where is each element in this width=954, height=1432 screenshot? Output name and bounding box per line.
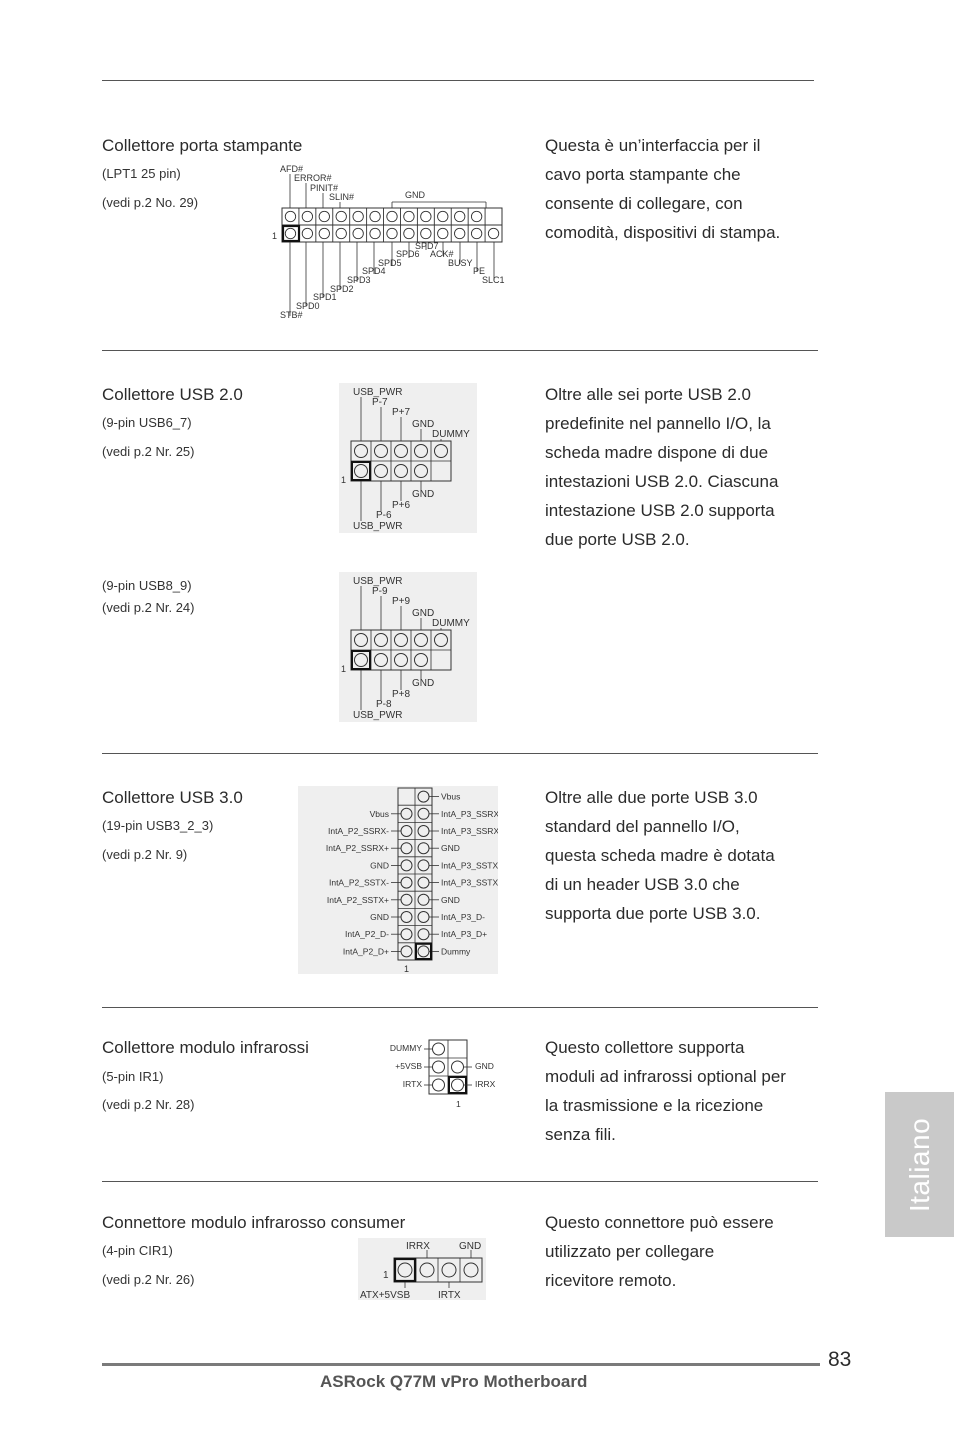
usb2-label-dummy: DUMMY xyxy=(432,429,470,440)
lpt-pin xyxy=(404,211,414,221)
usb2-label-pplus: P+7 xyxy=(392,407,411,418)
lpt-pin1-label: 1 xyxy=(272,231,278,241)
usb3-pin xyxy=(401,808,412,819)
section-divider xyxy=(102,1007,818,1008)
usb2b-label-pminus-b: P-8 xyxy=(376,699,392,710)
pin-label-spd7: SPD7 xyxy=(415,241,439,251)
usb3-pin1: 1 xyxy=(404,964,410,974)
desc-line: questa scheda madre è dotata xyxy=(545,846,775,865)
desc-line: standard del pannello I/O, xyxy=(545,817,740,836)
usb3-left-label: IntA_P2_SSTX- xyxy=(328,877,389,888)
pin-label-spd6: SPD6 xyxy=(396,249,420,259)
desc-line: Questo collettore supporta xyxy=(545,1038,745,1057)
desc-line: comodità, dispositivi di stampa. xyxy=(545,223,781,242)
lpt-pin xyxy=(438,228,448,238)
lpt-pin xyxy=(302,228,312,238)
cir-title: Connettore modulo infrarosso consumer xyxy=(102,1213,406,1232)
usb2-pin xyxy=(395,445,408,458)
desc-line: cavo porta stampante che xyxy=(545,165,741,184)
language-side-tab xyxy=(885,1092,954,1237)
pin-label-spd2: SPD2 xyxy=(330,284,354,294)
pin-label-slc1: SLC1 xyxy=(482,275,505,285)
ir-label-dummy: DUMMY xyxy=(389,1043,422,1053)
usb3-pin xyxy=(418,929,429,940)
section-divider xyxy=(102,1181,818,1182)
pin-label-pe: PE xyxy=(473,266,486,276)
cir-label-irtx: IRTX xyxy=(438,1290,461,1300)
ir-label-irrx: IRRX xyxy=(475,1079,496,1089)
lpt-pin xyxy=(370,228,380,238)
usb2-pin xyxy=(395,465,408,478)
usb3-pin xyxy=(418,843,429,854)
lpt-pin xyxy=(471,228,481,238)
usb2-label-pminus-b: P-6 xyxy=(376,510,392,521)
pin-label-error: ERROR# xyxy=(294,173,332,183)
usb2-header-diagram-2 xyxy=(339,572,477,722)
pin-label-spd4: SPD4 xyxy=(362,266,386,276)
usb3-pin xyxy=(418,826,429,837)
usb2-pin1: 1 xyxy=(341,475,347,485)
lpt-header-diagram xyxy=(268,160,518,322)
pin-label-afd: AFD# xyxy=(280,164,304,174)
usb3-left-label: Vbus xyxy=(369,808,389,819)
pin-label-spd3: SPD3 xyxy=(347,275,371,285)
usb2b-pin-count: (9-pin USB8_9) xyxy=(102,578,192,593)
ir-label-gnd: GND xyxy=(475,1061,494,1071)
top-rule xyxy=(102,80,814,81)
usb3-left-label: IntA_P2_SSTX+ xyxy=(326,894,389,905)
lpt-pin xyxy=(336,211,346,221)
usb3-right-label: Dummy xyxy=(441,946,471,957)
usb2b-page-ref: (vedi p.2 Nr. 24) xyxy=(102,600,195,615)
usb3-pin xyxy=(401,946,412,957)
page-number: 83 xyxy=(828,1348,852,1371)
ir-description xyxy=(545,1033,786,1149)
cir-pin1: 1 xyxy=(383,1270,389,1281)
desc-line: la trasmissione e la ricezione xyxy=(545,1096,764,1115)
desc-line: intestazioni USB 2.0. Ciascuna xyxy=(545,472,779,491)
desc-line: predefinite nel pannello I/O, la xyxy=(545,414,771,433)
lpt-page-ref: (vedi p.2 No. 29) xyxy=(102,195,199,210)
usb3-pin xyxy=(401,912,412,923)
usb3-left-label: GND xyxy=(370,912,389,922)
lpt-pin xyxy=(302,211,312,221)
usb2-pin xyxy=(355,634,368,647)
pin-label-gnd: GND xyxy=(405,190,425,200)
desc-line: Oltre alle sei porte USB 2.0 xyxy=(545,385,751,404)
usb2-label-pwr-bottom: USB_PWR xyxy=(353,521,403,532)
usb2b-label-pwr-top: USB_PWR xyxy=(353,576,403,587)
usb2-pin xyxy=(355,465,368,478)
lpt-pin xyxy=(488,228,498,238)
usb3-pin xyxy=(401,929,412,940)
usb3-pin xyxy=(418,791,429,802)
usb2b-label-pplus-b: P+8 xyxy=(392,689,411,700)
ir-page-ref: (vedi p.2 Nr. 28) xyxy=(102,1097,195,1112)
cir-pin-count: (4-pin CIR1) xyxy=(102,1243,173,1258)
desc-line: ricevitore remoto. xyxy=(545,1271,677,1290)
ir-pin-count: (5-pin IR1) xyxy=(102,1069,164,1084)
lpt-pin xyxy=(319,211,329,221)
usb3-pin xyxy=(401,877,412,888)
pin-label-spd0: SPD0 xyxy=(296,301,320,311)
usb2-pin xyxy=(355,445,368,458)
pin-label-slin: SLIN# xyxy=(329,192,355,202)
usb3-pin xyxy=(401,826,412,837)
desc-line: di un header USB 3.0 che xyxy=(545,875,740,894)
usb2-pin xyxy=(375,445,388,458)
cir-label-irrx: IRRX xyxy=(406,1241,430,1252)
lpt-pin xyxy=(454,228,464,238)
usb3-right-label: GND xyxy=(441,843,460,854)
usb2-pin xyxy=(435,634,448,647)
usb2b-label-pplus: P+9 xyxy=(392,596,411,607)
usb3-right-label: IntA_P3_SSRX- xyxy=(441,808,498,819)
ir-title: Collettore modulo infrarossi xyxy=(102,1038,309,1057)
usb2-pin xyxy=(375,654,388,667)
language-label: Italiano xyxy=(903,1117,935,1212)
pin-label-spd1: SPD1 xyxy=(313,292,337,302)
usb3-pin xyxy=(418,894,429,905)
usb3-left-label: IntA_P2_D+ xyxy=(342,946,389,957)
lpt-pin xyxy=(471,211,481,221)
lpt-pin xyxy=(421,228,431,238)
usb2-pin xyxy=(415,445,428,458)
cir-page-ref: (vedi p.2 Nr. 26) xyxy=(102,1272,195,1287)
desc-line: senza fili. xyxy=(545,1125,616,1144)
usb2-title: Collettore USB 2.0 xyxy=(102,385,243,404)
usb2b-label-pminus: P-9 xyxy=(372,586,388,597)
usb2b-label-gnd-bottom: GND xyxy=(412,678,435,689)
desc-line: intestazione USB 2.0 supporta xyxy=(545,501,775,520)
usb2b-pin1: 1 xyxy=(341,664,347,674)
usb3-pin-count: (19-pin USB3_2_3) xyxy=(102,818,214,833)
desc-line: Questo connettore può essere xyxy=(545,1213,774,1232)
cir-header-diagram xyxy=(358,1238,486,1300)
pin-label-spd5: SPD5 xyxy=(378,258,402,268)
usb2b-label-dummy: DUMMY xyxy=(432,618,470,629)
usb2-description xyxy=(545,380,778,554)
ir-header-diagram xyxy=(372,1036,512,1112)
pin-label-pinit: PINIT# xyxy=(310,183,339,193)
usb3-right-label: IntA_P3_D+ xyxy=(441,929,488,940)
usb2-label-gnd-top: GND xyxy=(412,419,435,430)
usb2-pin xyxy=(355,654,368,667)
usb3-pin xyxy=(418,912,429,923)
lpt-pin xyxy=(285,228,295,238)
usb3-pin xyxy=(418,877,429,888)
pin-label-busy: BUSY xyxy=(448,258,473,268)
usb3-right-label: IntA_P3_SSTX+ xyxy=(441,877,498,888)
usb3-pin xyxy=(401,894,412,905)
section-divider xyxy=(102,350,818,351)
usb3-pin xyxy=(401,860,412,871)
section-divider xyxy=(102,753,818,754)
lpt-description xyxy=(545,131,780,247)
usb3-pin xyxy=(418,860,429,871)
ir-label-irtx: IRTX xyxy=(402,1079,422,1089)
desc-line: moduli ad infrarossi optional per xyxy=(545,1067,786,1086)
lpt-pin xyxy=(454,211,464,221)
desc-line: Oltre alle due porte USB 3.0 xyxy=(545,788,758,807)
usb2-pin xyxy=(415,465,428,478)
lpt-pin xyxy=(370,211,380,221)
lpt-pin xyxy=(285,211,295,221)
usb3-pin xyxy=(401,843,412,854)
usb3-right-label: IntA_P3_SSTX- xyxy=(441,860,498,871)
lpt-title: Collettore porta stampante xyxy=(102,136,303,155)
usb3-right-label: Vbus xyxy=(441,791,461,802)
usb3-page-ref: (vedi p.2 Nr. 9) xyxy=(102,847,188,862)
usb3-title: Collettore USB 3.0 xyxy=(102,788,243,807)
desc-line: supporta due porte USB 3.0. xyxy=(545,904,761,923)
usb3-left-label: IntA_P2_D- xyxy=(345,929,389,940)
usb2-header-diagram-1 xyxy=(339,383,477,533)
ir-pin1: 1 xyxy=(456,1099,461,1109)
usb3-pin xyxy=(418,946,429,957)
footer-rule xyxy=(102,1363,820,1366)
desc-line: due porte USB 2.0. xyxy=(545,530,690,549)
pin-label-stb: STB# xyxy=(280,310,303,320)
lpt-pin xyxy=(421,211,431,221)
usb2-pin xyxy=(375,634,388,647)
cir-description xyxy=(545,1208,774,1295)
lpt-pin xyxy=(404,228,414,238)
desc-line: utilizzato per collegare xyxy=(545,1242,715,1261)
usb2b-label-gnd-top: GND xyxy=(412,608,435,619)
usb3-header-diagram xyxy=(298,786,498,974)
usb3-right-label: GND xyxy=(441,894,460,905)
usb2-pin xyxy=(415,634,428,647)
lpt-pin xyxy=(336,228,346,238)
usb3-left-label: IntA_P2_SSRX+ xyxy=(325,843,389,854)
usb3-pin xyxy=(418,808,429,819)
usb2-label-pplus-b: P+6 xyxy=(392,500,411,511)
lpt-pin xyxy=(387,211,397,221)
usb2b-label-pwr-bottom: USB_PWR xyxy=(353,710,403,721)
desc-line: scheda madre dispone di due xyxy=(545,443,769,462)
usb2-pin xyxy=(435,445,448,458)
footer-product-name: ASRock Q77M vPro Motherboard xyxy=(320,1372,588,1391)
desc-line: consente di collegare, con xyxy=(545,194,743,213)
usb3-description xyxy=(545,783,775,928)
lpt-pin xyxy=(353,211,363,221)
usb2-pin xyxy=(375,465,388,478)
ir-label-5vsb: +5VSB xyxy=(395,1061,422,1071)
lpt-pin-count: (LPT1 25 pin) xyxy=(102,166,181,181)
usb3-left-label: GND xyxy=(370,860,389,871)
cir-label-gnd: GND xyxy=(459,1241,482,1252)
usb2-pin-count: (9-pin USB6_7) xyxy=(102,415,192,430)
usb2-pin xyxy=(395,654,408,667)
usb2-pin xyxy=(395,634,408,647)
usb3-left-label: IntA_P2_SSRX- xyxy=(328,826,389,836)
usb2-label-pwr-top: USB_PWR xyxy=(353,387,403,398)
usb3-right-label: IntA_P3_D- xyxy=(441,912,485,922)
lpt-pin xyxy=(387,228,397,238)
cir-label-atx5vsb: ATX+5VSB xyxy=(360,1290,411,1300)
lpt-pin xyxy=(319,228,329,238)
desc-line: Questa è un’interfaccia per il xyxy=(545,136,761,155)
usb3-right-label: IntA_P3_SSRX+ xyxy=(441,826,498,836)
lpt-pin xyxy=(438,211,448,221)
pin-label-ack: ACK# xyxy=(430,249,454,259)
usb2-page-ref: (vedi p.2 Nr. 25) xyxy=(102,444,195,459)
usb2-label-pminus: P-7 xyxy=(372,397,388,408)
usb2-pin xyxy=(415,654,428,667)
lpt-pin xyxy=(353,228,363,238)
usb2-label-gnd-bottom: GND xyxy=(412,489,435,500)
